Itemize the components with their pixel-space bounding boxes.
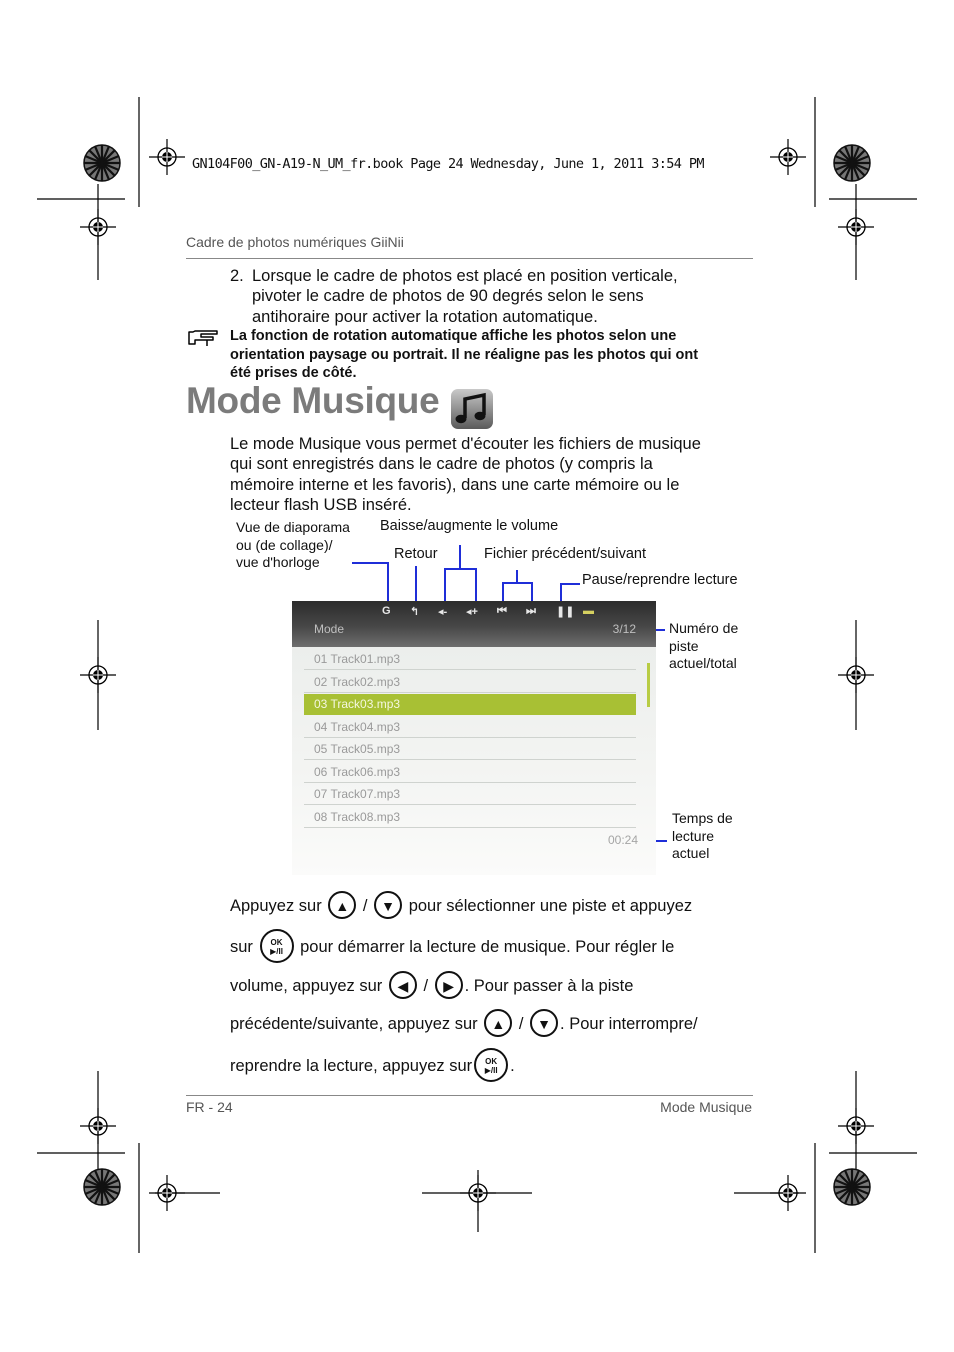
callout-time-line: actuel <box>672 845 710 861</box>
callout-back: Retour <box>394 546 438 562</box>
note-hand-icon <box>187 328 223 348</box>
callout-view-line: Vue de diaporama <box>236 519 350 535</box>
note-line: La fonction de rotation automatique affiche les photos selon une <box>230 328 677 344</box>
callout-time-line: lecture <box>672 827 715 844</box>
intro-paragraph <box>230 434 760 515</box>
callout-track-line: actuel/total <box>669 655 737 671</box>
instruction-line-1 <box>230 886 692 926</box>
instruction-text: . Pour passer à la piste <box>464 977 634 995</box>
scrollbar[interactable] <box>647 663 650 707</box>
instruction-text: . Pour interrompre/ <box>560 1015 698 1033</box>
up-button-icon: ▲ <box>328 891 356 919</box>
footer-rule <box>186 1095 753 1096</box>
footer-page-number: FR - 24 <box>186 1099 233 1115</box>
instruction-text: volume, appuyez sur <box>230 977 383 995</box>
callout-view <box>236 519 350 572</box>
instruction-line-5 <box>230 1046 515 1086</box>
ok-play-pause-button-icon <box>474 1048 508 1082</box>
note-line: été prises de côté. <box>230 365 357 381</box>
right-button-icon: ▶ <box>435 971 463 999</box>
pause-icon[interactable]: ❚❚ <box>556 606 575 618</box>
step-line: pivoter le cadre de photos de 90 degrés selon le sens <box>252 287 644 306</box>
track-item-selected[interactable]: 03 Track03.mp3 <box>304 694 636 715</box>
callout-volume: Baisse/augmente le volume <box>380 518 559 534</box>
volume-down-icon[interactable]: ◂- <box>438 606 448 618</box>
print-slug: GN104F00_GN-A19-N_UM_fr.book Page 24 Wednesday, June 1, 2011 3:54 PM <box>192 156 704 172</box>
callout-view-line: ou (de collage)/ <box>236 536 333 553</box>
step-text <box>252 266 752 327</box>
instruction-line-4 <box>230 1004 698 1044</box>
track-item[interactable]: 02 Track02.mp3 <box>304 672 636 693</box>
music-mode-screenshot <box>292 601 656 875</box>
separator: / <box>423 977 429 995</box>
next-track-icon[interactable]: ⏭ <box>526 605 536 617</box>
play-pause-label: ▶/II <box>270 946 283 956</box>
step-line: antihoraire pour activer la rotation automatique. <box>252 307 598 326</box>
note-text <box>230 327 755 383</box>
track-item[interactable]: 08 Track08.mp3 <box>304 807 636 828</box>
footer-section-name: Mode Musique <box>660 1099 752 1115</box>
track-item[interactable]: 06 Track06.mp3 <box>304 762 636 783</box>
elapsed-time: 00:24 <box>607 833 638 847</box>
down-button-icon: ▼ <box>530 1009 558 1037</box>
intro-line: qui sont enregistrés dans le cadre de photos (y compris la <box>230 455 653 474</box>
section-title: Mode Musique <box>186 380 440 421</box>
callout-pause: Pause/reprendre lecture <box>582 572 738 588</box>
instruction-text: pour démarrer la lecture de musique. Pour régler le <box>300 938 675 956</box>
track-item[interactable]: 04 Track04.mp3 <box>304 717 636 738</box>
track-item[interactable]: 01 Track01.mp3 <box>304 649 636 670</box>
callout-prev-next: Fichier précédent/suivant <box>484 546 646 562</box>
instruction-text: reprendre la lecture, appuyez sur <box>230 1057 473 1075</box>
callout-time <box>672 810 733 863</box>
track-item[interactable]: 05 Track05.mp3 <box>304 739 636 760</box>
callout-time-line: Temps de <box>672 810 733 826</box>
note-line: orientation paysage ou portrait. Il ne réaligne pas les photos qui ont <box>230 346 699 363</box>
intro-line: mémoire interne et les favoris), dans une carte mémoire ou le <box>230 475 680 494</box>
callout-track-line: piste <box>669 637 699 654</box>
intro-line: lecteur flash USB inséré. <box>230 495 412 514</box>
instruction-text: Appuyez sur <box>230 897 322 915</box>
ok-label: OK <box>270 937 283 947</box>
battery-icon: ▬ <box>583 605 594 617</box>
instruction-text: pour sélectionner une piste et appuyez <box>408 897 693 915</box>
callout-track-number <box>669 620 738 673</box>
instruction-text: sur <box>230 938 253 956</box>
back-icon[interactable]: ↰ <box>410 606 420 618</box>
previous-track-icon[interactable]: ⏮ <box>497 605 507 617</box>
up-button-icon: ▲ <box>484 1009 512 1037</box>
ok-label: OK <box>485 1056 498 1066</box>
instruction-text: . <box>510 1057 515 1075</box>
step-line: Lorsque le cadre de photos est placé en position verticale, <box>252 267 678 285</box>
ok-play-pause-button-icon <box>260 929 294 963</box>
intro-line: Le mode Musique vous permet d'écouter les fichiers de musique <box>230 435 701 453</box>
running-head: Cadre de photos numériques GiiNii <box>186 234 404 250</box>
step-number: 2. <box>230 267 244 285</box>
track-item[interactable]: 07 Track07.mp3 <box>304 784 636 805</box>
screen-top-bar <box>292 601 656 647</box>
music-note-icon <box>450 388 494 430</box>
screen-mode-label: Mode <box>314 622 345 636</box>
callout-view-line: vue d'horloge <box>236 554 320 570</box>
separator: / <box>362 897 368 915</box>
left-button-icon: ◀ <box>389 971 417 999</box>
callout-track-line: Numéro de <box>669 620 739 636</box>
down-button-icon: ▼ <box>374 891 402 919</box>
play-pause-label: ▶/II <box>484 1065 498 1075</box>
separator: / <box>518 1015 524 1033</box>
view-mode-icon[interactable]: G <box>382 605 391 617</box>
header-rule <box>186 258 753 259</box>
track-counter: 3/12 <box>612 622 636 636</box>
instruction-text: précédente/suivante, appuyez sur <box>230 1015 478 1033</box>
instruction-line-3 <box>230 966 633 1006</box>
instruction-line-2 <box>230 927 674 967</box>
volume-up-icon[interactable]: ◂+ <box>466 606 478 618</box>
